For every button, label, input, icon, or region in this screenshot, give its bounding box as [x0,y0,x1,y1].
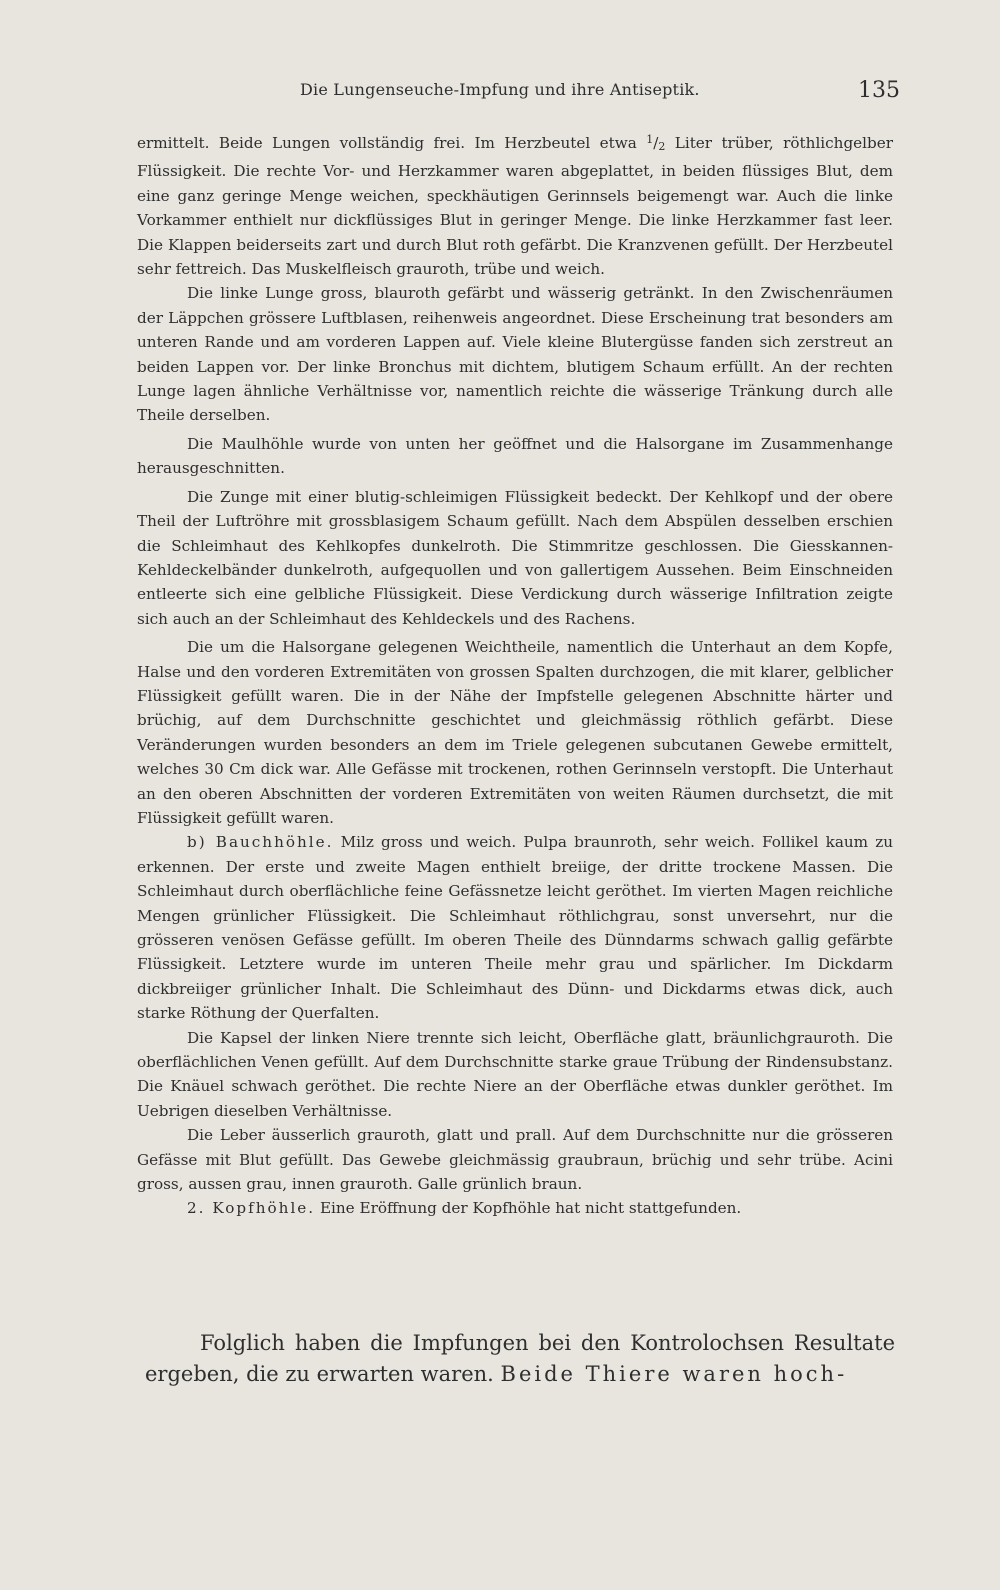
conclusion-paragraph [145,1328,895,1390]
paragraph-tongue-larynx: Die Zunge mit einer blutig-schleimigen Flüssigkeit bedeckt. Der Kehlkopf und der obere Theil der Luftröhre mit grossblasigem Schaum gefüllt. Nach dem Abspülen desselben erschien die Schleimhaut des Kehlkopfes dunkelroth. Die Stimmritze geschlossen. Die Giesskannen-Kehldeckelbänder dunkelroth, aufgequollen und von gallertigem Aussehen. Beim Einschneiden entleerte sich eine gelbliche Flüssigkeit. Diese Verdickung durch wässerige Infiltration zeigte sich auch an der Schleimhaut des Kehldeckels und des Rachens. [137,487,893,628]
paragraph-text: Eine Eröffnung der Kopfhöhle hat nicht stattgefunden. [315,1199,742,1218]
fraction-denominator: 2 [658,140,666,153]
page-number: 135 [858,78,900,103]
paragraph-text: ermittelt. Beide Lungen vollständig frei. Im Herzbeutel etwa [137,134,647,152]
section-label-abdomen: b) Bauchhöhle. [187,833,334,852]
paragraph-head-cavity [137,1196,893,1220]
conclusion-text: Folglich haben die Impfungen bei den Kontrolochsen Resultate ergeben, die zu erwarten waren. [145,1331,895,1386]
paragraph-abdominal-cavity [137,830,893,1025]
paragraph-kidneys: Die Kapsel der linken Niere trennte sich leicht, Oberfläche glatt, bräunlichgrauroth. Die oberflächlichen Venen gefüllt. Auf dem Durchschnitte starke graue Trübung der Rindensubstanz. Die Knäuel schwach geröthet. Die rechte Niere an der Oberfläche etwas dunkler geröthet. Im Uebrigen dieselben Verhältnisse. [137,1028,893,1120]
conclusion-spaced-text: Beide Thiere waren hoch- [500,1362,848,1386]
paragraph-text: Liter trüber, röthlichgelber Flüssigkeit. Die rechte Vor- und Herzkammer waren abgeplattet, in beiden flüssiges Blut, dem eine ganz geringe Menge weichen, speckhäutigen Gerinnsels beigemengt war. Auch die linke Vorkammer enthielt nur dickflüssiges Blut in geringer Menge. Die linke Herzkammer fast leer. Die Klappen beiderseits zart und durch Blut roth gefärbt. Die Kranzvenen gefüllt. Der Herzbeutel sehr fettreich. Das Muskelfleisch grauroth, trübe und weich. [137,134,893,279]
body-text [137,128,893,1221]
section-label-head: 2. Kopfhöhle. [187,1199,316,1218]
page-header [0,80,1000,110]
paragraph-liver: Die Leber äusserlich grauroth, glatt und prall. Auf dem Durchschnitte nur die grösseren Gefässe mit Blut gefüllt. Das Gewebe gleichmässig graubraun, brüchig und sehr trübe. Acini gross, aussen grau, innen grauroth. Galle grünlich braun. [137,1126,893,1194]
running-title: Die Lungenseuche-Impfung und ihre Antiseptik. [300,80,700,99]
fraction-numerator: 1 [646,133,654,146]
paragraph-heart: ermittelt. Beide Lungen vollständig frei. Im Herzbeutel etwa $^1$/2 Liter trüber, röthlichgelber Flüssigkeit. Die rechte Vor- und Herzkammer waren abgeplattet, in beiden flüssiges Blut, dem eine ganz geringe Menge weichen, speckhäutigen Gerinnsels beigemengt war. Auch die linke Vorkammer enthielt nur dickflüssiges Blut in geringer Menge. Die linke Herzkammer fast leer. Die Klappen beiderseits zart und durch Blut roth gefärbt. Die Kranzvenen gefüllt. Der Herzbeutel sehr fettreich. Das Muskelfleisch grauroth, trübe und weich. [137,133,893,279]
paragraph-soft-tissues: Die um die Halsorgane gelegenen Weichtheile, namentlich die Unterhaut an dem Kopfe, Halse und den vorderen Extremitäten von grossen Spalten durchzogen, die mit klarer, gelblicher Flüssigkeit gefüllt waren. Die in der Nähe der Impfstelle gelegenen Abschnitte härter und brüchig, auf dem Durchschnitte geschichtet und gleichmässig röthlich gefärbt. Diese Veränderungen wurden besonders an dem im Triele gelegenen subcutanen Gewebe ermittelt, welches 30 Cm dick war. Alle Gefässe mit trockenen, rothen Gerinnseln verstopft. Die Unterhaut an den oberen Abschnitten der vorderen Extremitäten von weiten Räumen durchsetzt, die mit Flüssigkeit gefüllt waren. [137,638,893,827]
paragraph-left-lung: Die linke Lunge gross, blauroth gefärbt und wässerig getränkt. In den Zwischenräumen der Läppchen grössere Luftblasen, reihenweis angeordnet. Diese Erscheinung trat besonders am unteren Rande und am vorderen Lappen auf. Viele kleine Blutergüsse fanden sich zerstreut an beiden Lappen vor. Der linke Bronchus mit dichtem, blutigem Schaum erfüllt. An der rechten Lunge lagen ähnliche Verhältnisse vor, namentlich reichte die wässerige Tränkung durch alle Theile derselben. [137,284,893,425]
paragraph-mouth-cavity: Die Maulhöhle wurde von unten her geöffnet und die Halsorgane im Zusammenhange herausgeschnitten. [137,434,893,478]
paragraph-text: Milz gross und weich. Pulpa braunroth, sehr weich. Follikel kaum zu erkennen. Der erste und zweite Magen enthielt breiige, der dritte trockene Massen. Die Schleimhaut durch oberflächliche feine Gefässnetze leicht geröthet. Im vierten Magen reichliche Mengen grünlicher Flüssigkeit. Die Schleimhaut röthlichgrau, sonst unversehrt, nur die grösseren venösen Gefässe gefüllt. Im oberen Theile des Dünndarms schwach gallig gefärbte Flüssigkeit. Letztere wurde im unteren Theile mehr grau und spärlicher. Im Dickdarm dickbreiiger grünlicher Inhalt. Die Schleimhaut des Dünn- und Dickdarms etwas dick, auch starke Röthung der Querfalten. [137,833,893,1023]
